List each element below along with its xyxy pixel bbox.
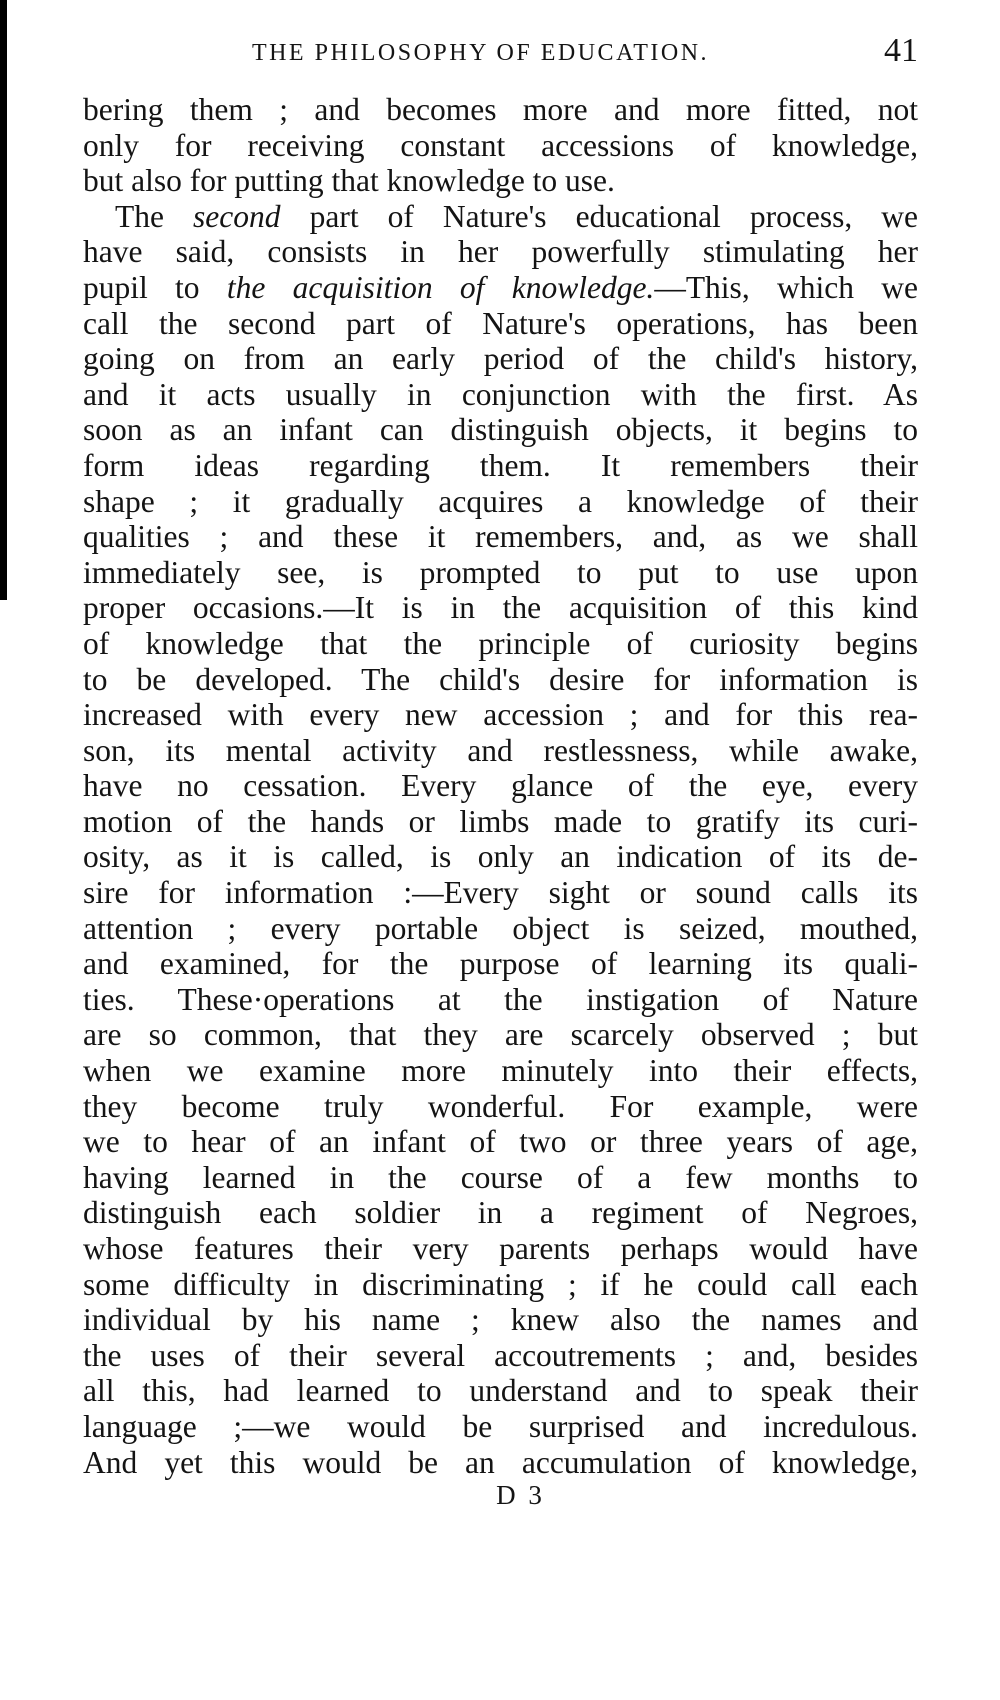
page-edge-shadow: [0, 0, 7, 600]
text-line: soon as an infant can distinguish objects, it begins to: [83, 412, 918, 448]
text-line: all this, had learned to understand and to speak their: [83, 1373, 918, 1409]
text-line: but also for putting that knowledge to use.: [83, 163, 615, 199]
text-line: and examined, for the purpose of learning its quali-: [83, 946, 918, 982]
text-line: motion of the hands or limbs made to gratify its curi-: [83, 803, 918, 839]
text-line: they become truly wonderful. For example, were: [83, 1088, 918, 1124]
text-line: language ;—we would be surprised and incredulous.: [83, 1408, 918, 1444]
text-line: when we examine more minutely into their effects,: [83, 1053, 918, 1089]
running-title: THE PHILOSOPHY OF EDUCATION.: [251, 40, 710, 66]
text-line: going on from an early period of the child's history,: [83, 341, 918, 377]
text-line: whose features their very parents perhaps would have: [83, 1231, 918, 1266]
text-line: shape ; it gradually acquires a knowledge of their: [83, 483, 918, 519]
text-run: This, which we: [685, 269, 918, 305]
text-line: And yet this would be an accumulation of knowledge,: [83, 1444, 918, 1480]
text-line: and it acts usually in conjunction with the first. As: [83, 376, 918, 412]
text-line: bering them ; and becomes more and more fitted, not: [83, 92, 918, 127]
paragraph-start-line: [83, 199, 918, 235]
text-line: form ideas regarding them. It remembers their: [83, 447, 918, 483]
text-line: have no cessation. Every glance of the eye, every: [83, 768, 918, 804]
running-header: [83, 32, 918, 92]
text-line: proper occasions.—It is in the acquisition of this kind: [83, 590, 918, 626]
text-line: individual by his name ; knew also the names and: [83, 1302, 918, 1338]
text-run: pupil to: [83, 269, 200, 305]
text-line: attention ; every portable object is seized, mouthed,: [83, 910, 918, 946]
text-line: qualities ; and these it remembers, and, as we shall: [83, 519, 918, 555]
book-page: [83, 32, 918, 1511]
text-line: increased with every new accession ; and for this rea-: [83, 697, 918, 733]
body-text: [83, 92, 918, 1480]
text-line: the uses of their several accoutrements ; and, besides: [83, 1337, 918, 1373]
text-run: part of Nature's educational process, we: [309, 198, 918, 234]
text-line: immediately see, is prompted to put to use upon: [83, 554, 918, 590]
text-line: we to hear of an infant of two or three years of age,: [83, 1124, 918, 1160]
text-line: ties. These·operations at the instigation of Nature: [83, 981, 918, 1017]
text-line: osity, as it is called, is only an indication of its de-: [83, 839, 918, 875]
text-run: —: [654, 269, 686, 305]
text-line: have said, consists in her powerfully stimulating her: [83, 234, 918, 270]
text-line: some difficulty in discriminating ; if he could call each: [83, 1266, 918, 1302]
text-line: sire for information :—Every sight or sound calls its: [83, 875, 918, 911]
italic-text: second: [193, 198, 281, 234]
italic-text: the acquisition of knowledge.: [226, 269, 655, 305]
text-line: having learned in the course of a few months to: [83, 1159, 918, 1195]
text-line: to be developed. The child's desire for information is: [83, 661, 918, 697]
text-run: The: [115, 198, 164, 234]
text-line: of knowledge that the principle of curiosity begins: [83, 625, 918, 661]
page-number: 41: [884, 32, 918, 69]
text-line: distinguish each soldier in a regiment of Negroes,: [83, 1195, 918, 1231]
text-line: son, its mental activity and restlessness, while awake,: [83, 732, 918, 768]
text-line: are so common, that they are scarcely observed ; but: [83, 1017, 918, 1053]
text-line: call the second part of Nature's operations, has been: [83, 305, 918, 341]
signature-mark: D 3: [496, 1480, 545, 1511]
text-line: only for receiving constant accessions of knowledge,: [83, 127, 918, 163]
text-line-with-italic: [83, 270, 918, 306]
